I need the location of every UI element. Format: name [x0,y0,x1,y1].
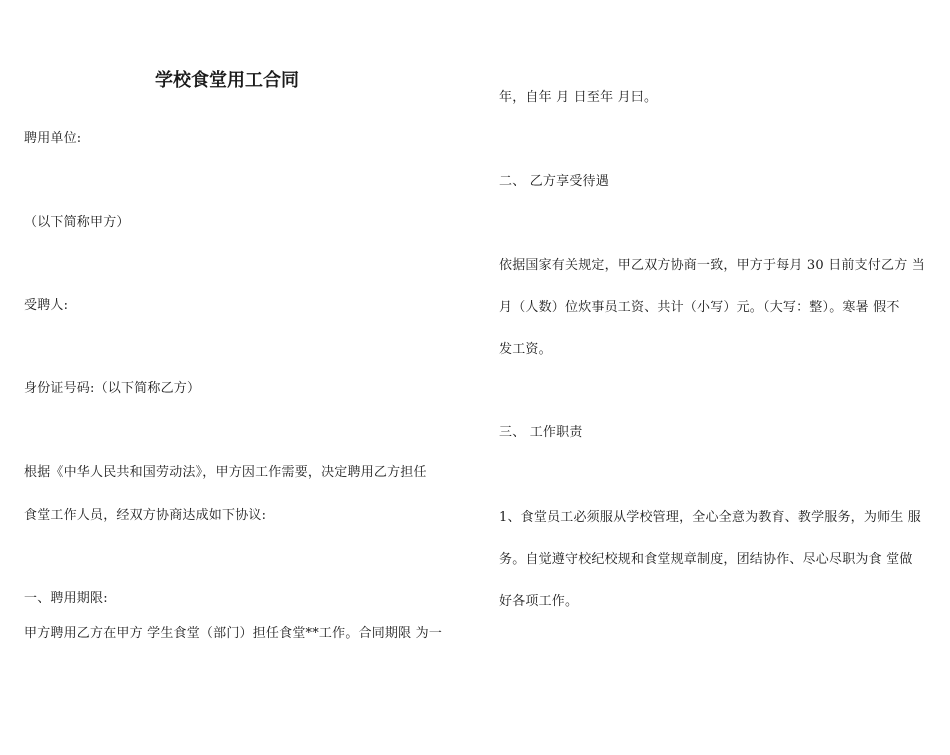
employer-label: 聘用单位: [24,131,82,146]
contract-title: 学校食堂用工合同 [155,70,299,91]
section-1-line-2: 年，自年 月 日至年 月曰。 [499,90,658,105]
section-2-heading: 二、 乙方享受待遇 [499,174,609,189]
section-1-line-1: 甲方聘用乙方在甲方 学生食堂（部门）担任食堂**工作。合同期限 为一 [24,626,443,641]
party-a-note: （以下简称甲方） [24,215,130,230]
section-3-heading: 三、 工作职责 [499,425,583,440]
employee-label: 受聘人: [24,298,69,313]
intro-line-1: 根据《中华人民共和国劳动法》，甲方因工作需要，决定聘用乙方担任 [24,465,427,480]
section-3-line-3: 好各项工作。 [499,594,579,609]
section-2-line-1: 依据国家有关规定，甲乙双方协商一致，甲方于每月 30 日前支付乙方 当 [499,258,925,273]
section-2-line-3: 发工资。 [499,342,552,357]
section-1-heading: 一、聘用期限: [24,591,108,606]
section-2-line-2: 月（人数）位炊事员工资、共计（小写）元。（大写：整）。寒暑 假不 [499,300,900,315]
section-3-line-1: 1、食堂员工必须服从学校管理，全心全意为教育、教学服务，为师生 服 [499,510,922,525]
section-3-line-2: 务。自觉遵守校纪校规和食堂规章制度，团结协作、尽心尽职为食 堂做 [499,552,913,567]
intro-line-2: 食堂工作人员，经双方协商达成如下协议: [24,508,267,523]
id-number-label: 身份证号码:（以下简称乙方） [24,381,201,396]
